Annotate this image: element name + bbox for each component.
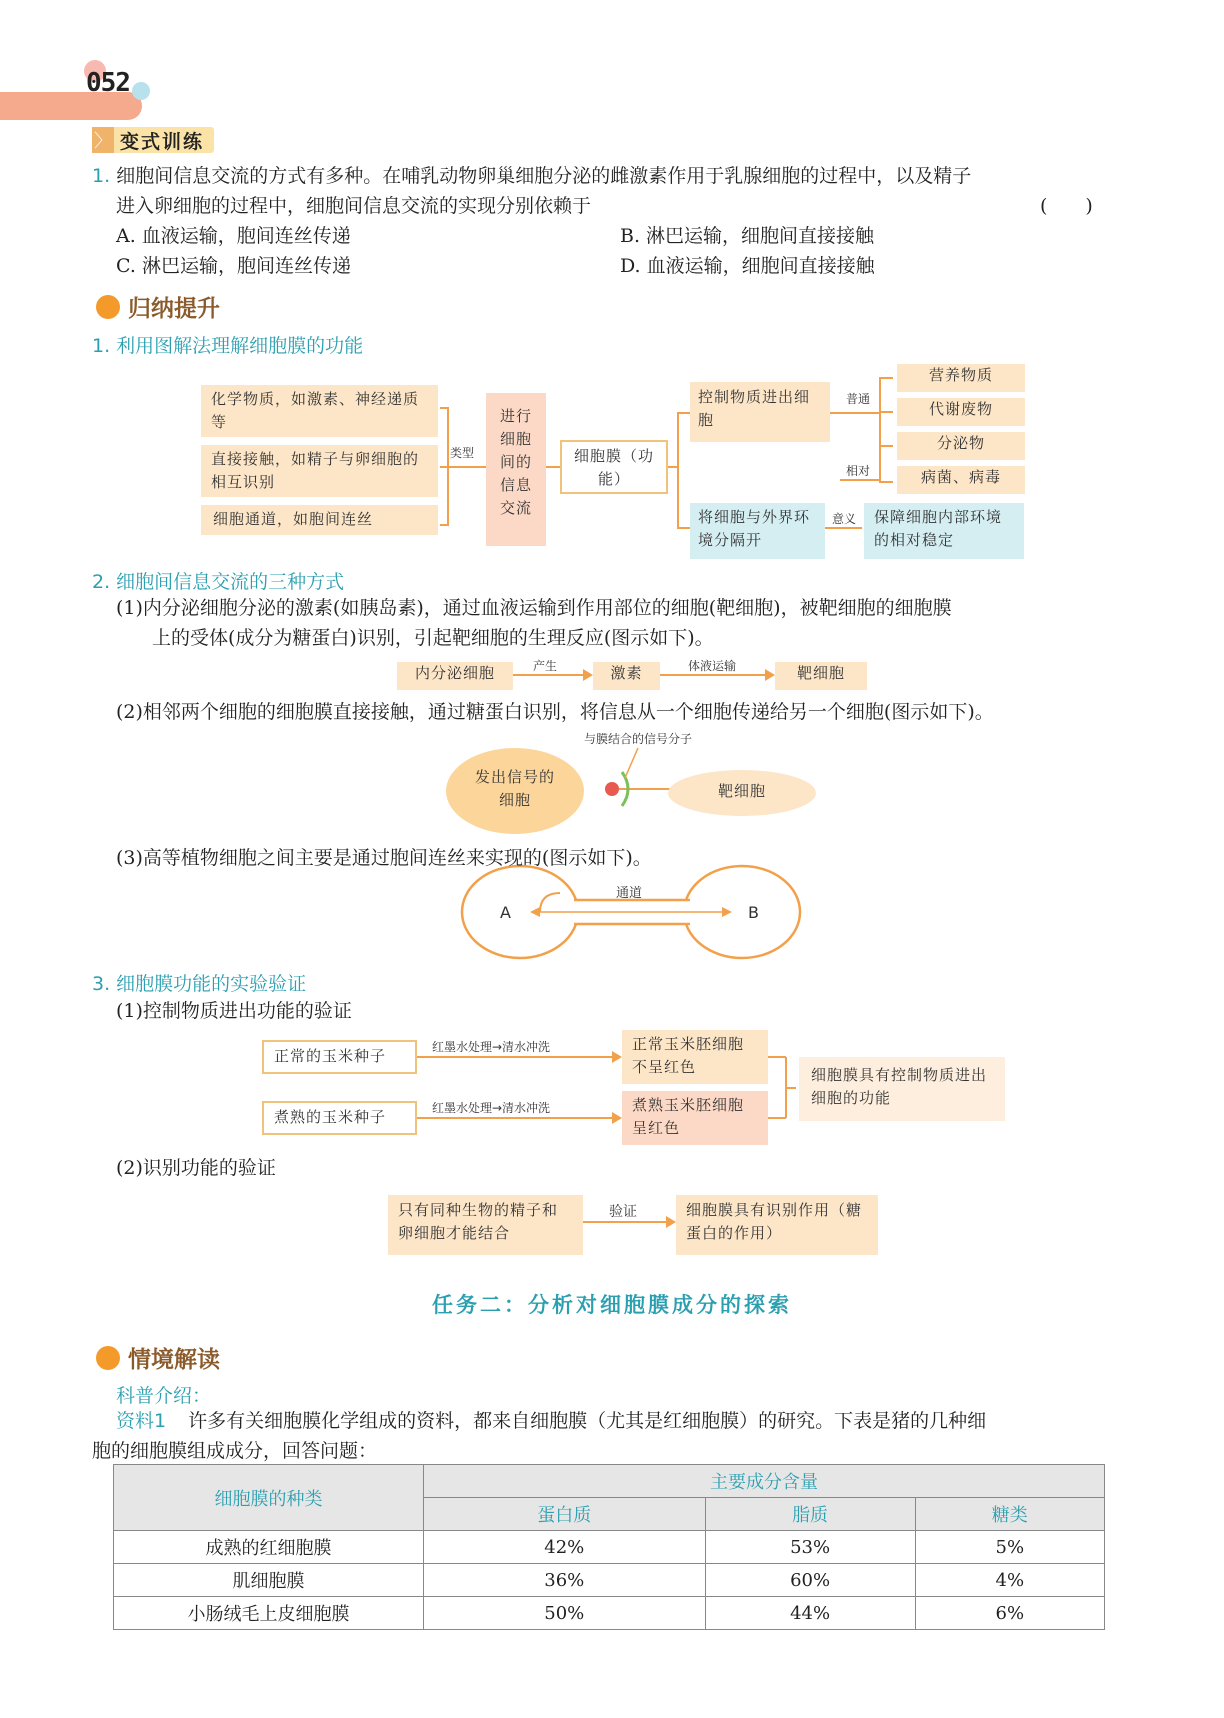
item2-para2: (2)相邻两个细胞的细胞膜直接接触，通过糖蛋白识别，将信息从一个细胞传递给另一个细胞(图示如下)。: [116, 701, 994, 723]
item3-para2: (2)识别功能的验证: [116, 1157, 276, 1179]
sugar-value: 4%: [915, 1564, 1104, 1597]
item2-para1-line2: 上的受体(成分为糖蛋白)识别，引起靶细胞的生理反应(图示如下)。: [152, 627, 714, 649]
protein-value: 42%: [424, 1531, 706, 1564]
process-label-2: 红墨水处理→清水冲洗: [432, 1101, 551, 1115]
cooked-seed-box: 煮熟的玉米种子: [262, 1101, 417, 1135]
membrane-composition-table: [113, 1464, 1105, 1630]
recognition-fact-box: 只有同种生物的精子和卵细胞才能结合: [388, 1195, 583, 1255]
channel-label: 通道: [616, 886, 643, 901]
material1-line2: 胞的细胞膜组成成分，回答问题：: [92, 1440, 378, 1462]
col-header-sugar: 糖类: [915, 1498, 1104, 1531]
summary-heading-label: 归纳提升: [128, 296, 220, 322]
question-number: 1.: [92, 165, 111, 187]
option-a: A. 血液运输，胞间连丝传递: [116, 225, 351, 247]
separate-environment-box: 将细胞与外界环境分隔开: [690, 503, 825, 559]
context-heading: [96, 1341, 220, 1374]
col-header-main: 主要成分含量: [424, 1465, 1105, 1498]
lipid-value: 60%: [705, 1564, 915, 1597]
target-cell-ellipse: 靶细胞: [668, 770, 816, 816]
task2-title: 任务二：分析对细胞膜成分的探索: [432, 1293, 792, 1317]
table-row: [114, 1531, 1105, 1564]
page-number: 052: [86, 68, 130, 98]
waste-box: 代谢废物: [897, 398, 1025, 426]
material-label: 资料1: [116, 1410, 167, 1432]
control-substance-box: 控制物质进出细胞: [690, 382, 830, 442]
cell-a-label: A: [500, 903, 511, 922]
row-name: 肌细胞膜: [114, 1564, 424, 1597]
col-header-lipid: 脂质: [705, 1498, 915, 1531]
recognition-conclusion-box: 细胞膜具有识别作用（糖蛋白的作用）: [676, 1195, 878, 1255]
item1-title: 1. 利用图解法理解细胞膜的功能: [92, 335, 364, 357]
item2-para1-line1: (1)内分泌细胞分泌的激素(如胰岛素)，通过血液运输到作用部位的细胞(靶细胞)，被靶细胞的细胞膜: [116, 597, 952, 619]
stable-environment-box: 保障细胞内部环境的相对稳定: [864, 503, 1024, 559]
lipid-value: 53%: [705, 1531, 915, 1564]
option-b: B. 淋巴运输，细胞间直接接触: [620, 225, 875, 247]
signal-molecule-label: 与膜结合的信号分子: [584, 732, 693, 746]
endocrine-cell-box: 内分泌细胞: [397, 662, 513, 690]
hormone-box: 激素: [593, 662, 660, 690]
type-chemical-box: 化学物质，如激素、神经递质等: [201, 385, 438, 437]
info-exchange-box: 进行细胞间的信息交流: [486, 393, 546, 546]
question-stem-line2: 进入卵细胞的过程中，细胞间信息交流的实现分别依赖于: [116, 195, 592, 217]
process-label-1: 红墨水处理→清水冲洗: [432, 1040, 551, 1054]
type-label: 类型: [450, 446, 475, 460]
material-text: 许多有关细胞膜化学组成的资料，都来自细胞膜（尤其是红细胞膜）的研究。下表是猪的几种细: [188, 1410, 987, 1432]
answer-bracket: ( ): [1040, 195, 1093, 217]
type-contact-box: 直接接触，如精子与卵细胞的相互识别: [201, 445, 438, 497]
col-header-type: 细胞膜的种类: [114, 1465, 424, 1531]
sending-cell: 发出信号的细胞: [446, 748, 584, 834]
common-label: 普通: [846, 392, 871, 406]
table-row: [114, 1564, 1105, 1597]
meaning-label: 意义: [832, 512, 857, 526]
normal-seed-box: 正常的玉米种子: [262, 1040, 417, 1074]
normal-result-box: 正常玉米胚细胞不呈红色: [622, 1030, 768, 1084]
question-stem-line1: 细胞间信息交流的方式有多种。在哺乳动物卵巢细胞分泌的雌激素作用于乳腺细胞的过程中，以及精子: [116, 165, 972, 187]
verify-label: 验证: [609, 1204, 637, 1220]
item2-title: 2. 细胞间信息交流的三种方式: [92, 571, 345, 593]
intro-label: 科普介绍：: [116, 1385, 212, 1407]
secretion-box: 分泌物: [897, 432, 1025, 460]
item3-title: 3. 细胞膜功能的实验验证: [92, 973, 307, 995]
row-name: 成熟的红细胞膜: [114, 1531, 424, 1564]
produce-label: 产生: [533, 659, 558, 673]
col-header-protein: 蛋白质: [424, 1498, 706, 1531]
body-fluid-label: 体液运输: [688, 659, 737, 673]
chevron-right-icon: 〉: [92, 127, 114, 153]
protein-value: 36%: [424, 1564, 706, 1597]
protein-value: 50%: [424, 1597, 706, 1630]
lipid-value: 44%: [705, 1597, 915, 1630]
context-heading-label: 情境解读: [128, 1347, 220, 1373]
type-channel-box: 细胞通道，如胞间连丝: [201, 505, 438, 535]
material1-line1: [116, 1406, 1116, 1436]
target-cell-box: 靶细胞: [775, 662, 867, 690]
sugar-value: 5%: [915, 1531, 1104, 1564]
table-row: [114, 1597, 1105, 1630]
option-c: C. 淋巴运输，胞间连丝传递: [116, 255, 351, 277]
section-tag-label: 变式训练: [120, 130, 205, 153]
orange-ball-icon: [96, 1346, 120, 1370]
cell-b-label: B: [748, 903, 759, 922]
cooked-result-box: 煮熟玉米胚细胞呈红色: [622, 1091, 768, 1145]
item3-para1: (1)控制物质进出功能的验证: [116, 1000, 352, 1022]
control-conclusion-box: 细胞膜具有控制物质进出细胞的功能: [799, 1057, 1005, 1121]
membrane-function-box: 细胞膜（功能）: [560, 440, 668, 494]
pathogen-box: 病菌、病毒: [897, 466, 1025, 494]
sugar-value: 6%: [915, 1597, 1104, 1630]
option-d: D. 血液运输，细胞间直接接触: [620, 255, 875, 277]
row-name: 小肠绒毛上皮细胞膜: [114, 1597, 424, 1630]
relative-label: 相对: [846, 464, 871, 478]
item2-para3: (3)高等植物细胞之间主要是通过胞间连丝来实现的(图示如下)。: [116, 847, 652, 869]
nutrient-box: 营养物质: [897, 364, 1025, 392]
